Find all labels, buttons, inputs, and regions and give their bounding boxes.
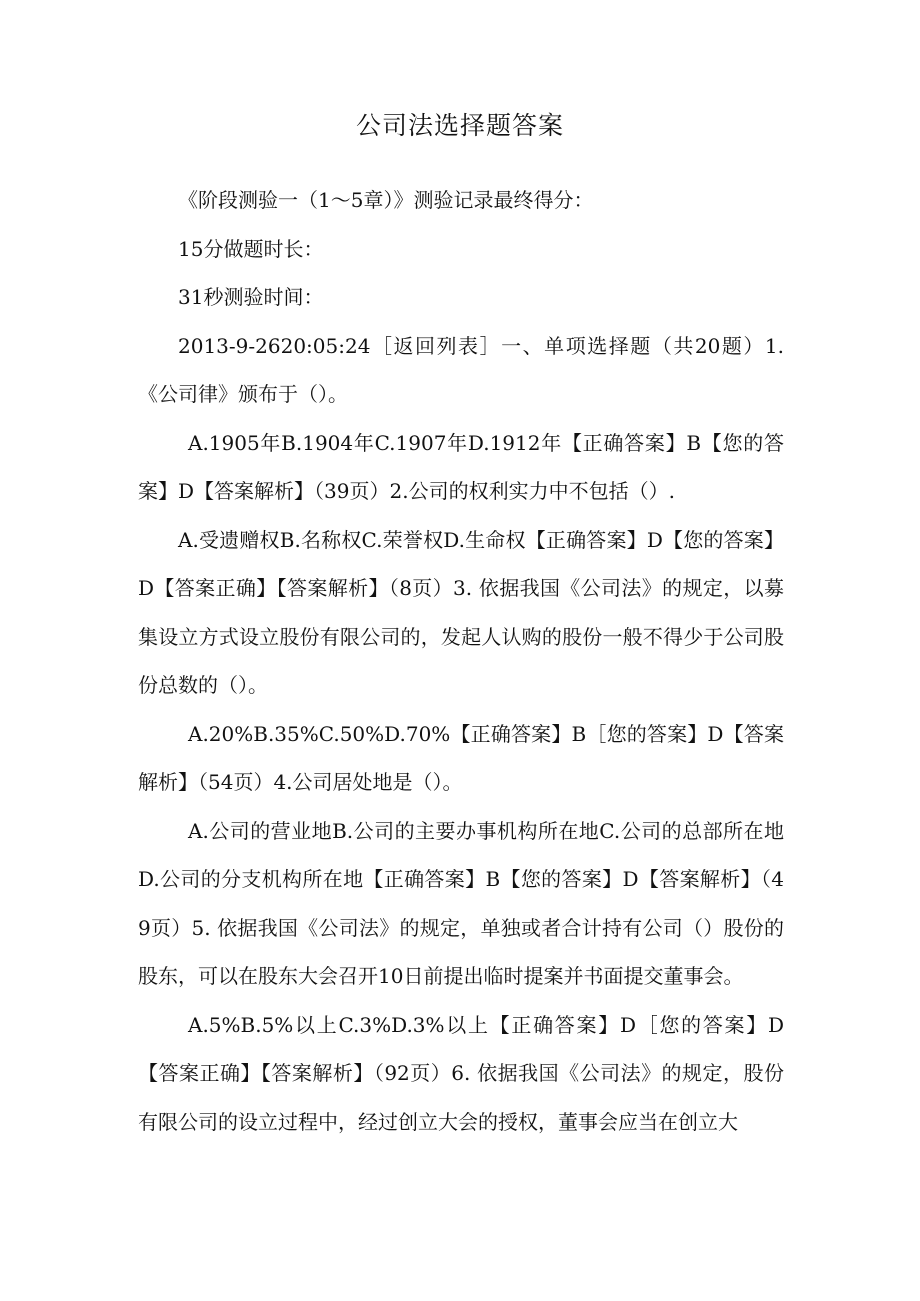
paragraph-test-time: 31秒测验时间：	[178, 285, 324, 309]
paragraph-answer-1: A.1905年B.1904年C.1907年D.1912年【正确答案】B【您的答案】D【答案解析】（39页）2.公司的权利实力中不包括（）.	[138, 430, 784, 503]
paragraph-answer-3: A.20%B.35%C.50%D.70%【正确答案】B［您的答案】D【答案解析】（54页）4.公司居处地是（）。	[138, 721, 784, 794]
paragraph-answer-4: A.公司的营业地B.公司的主要办事机构所在地C.公司的总部所在地D.公司的分支机构所在地【正确答案】B【您的答案】D【答案解析】（49页）5. 依据我国《公司法》的规定，单独或者合计持有公司（）股份的股东，可以在股东大会召开10日前提出临时提案并书面提交董事会。	[138, 818, 784, 988]
paragraph-question-1: 2013-9-2620:05:24［返回列表］一、单项选择题（共20题）1.《公司律》颁布于（）。	[138, 333, 784, 406]
paragraph-duration: 15分做题时长：	[178, 236, 324, 261]
document-body	[138, 176, 784, 1146]
paragraph-answer-2: A.受遗赠权B.名称权C.荣誉权D.生命权【正确答案】D【您的答案】D【答案正确】【答案解析】（8页）3. 依据我国《公司法》的规定，以募集设立方式设立股份有限公司的，发起人认购的股份一般不得少于公司股份总数的（）。	[138, 527, 784, 697]
paragraph-answer-5: A.5%B.5%以上C.3%D.3%以上【正确答案】D［您的答案】D【答案正确】【答案解析】（92页）6. 依据我国《公司法》的规定，股份有限公司的设立过程中，经过创立大会的授权，董事会应当在创立大	[138, 1012, 784, 1134]
paragraph-test-record: 《阶段测验一（1～5章）》测验记录最终得分：	[178, 188, 594, 212]
document-title: 公司法选择题答案	[355, 111, 564, 140]
